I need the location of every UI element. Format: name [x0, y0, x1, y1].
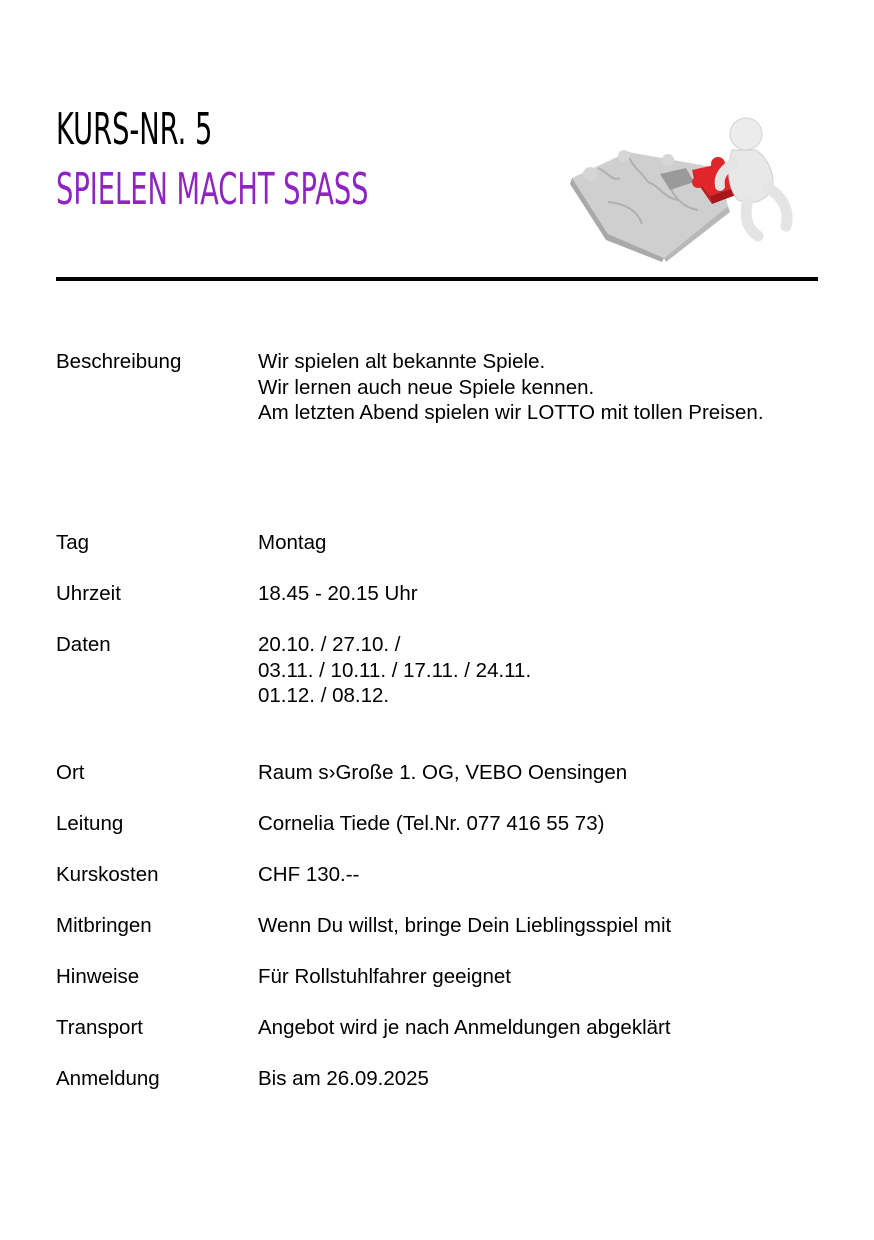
date-line: 20.10. / 27.10. /: [258, 633, 401, 656]
field-label: Kurskosten: [56, 863, 159, 886]
field-label: Ort: [56, 761, 85, 784]
field-label: Beschreibung: [56, 350, 182, 373]
field-label: Tag: [56, 531, 90, 554]
field-value: [258, 632, 531, 709]
field-label: Transport: [56, 1016, 143, 1039]
field-value: [258, 349, 764, 426]
field-label: Hinweise: [56, 965, 140, 988]
header-divider: [56, 277, 818, 281]
field-label: Uhrzeit: [56, 582, 121, 605]
description-line: Wir spielen alt bekannte Spiele.: [258, 350, 546, 373]
field-value: Für Rollstuhlfahrer geeignet: [258, 965, 511, 988]
field-label: Daten: [56, 633, 111, 656]
description-line: Wir lernen auch neue Spiele kennen.: [258, 375, 595, 399]
field-value: Wenn Du willst, bringe Dein Lieblingsspiel mit: [258, 914, 672, 937]
puzzle-figure-illustration: [568, 112, 804, 262]
field-label: Anmeldung: [56, 1067, 160, 1090]
field-label: Mitbringen: [56, 914, 152, 937]
field-value: Angebot wird je nach Anmeldungen abgeklärt: [258, 1016, 671, 1039]
field-value: Cornelia Tiede (Tel.Nr. 077 416 55 73): [258, 812, 605, 835]
course-number-heading: KURS-NR. 5: [56, 104, 213, 155]
date-line: 03.11. / 10.11. / 17.11. / 24.11.: [258, 658, 532, 682]
field-value: Raum s›Große 1. OG, VEBO Oensingen: [258, 761, 628, 784]
field-value: Montag: [258, 531, 327, 554]
field-value: 18.45 - 20.15 Uhr: [258, 582, 418, 605]
field-label: Leitung: [56, 812, 124, 835]
course-title-heading: SPIELEN MACHT SPASS: [56, 164, 369, 215]
date-line: 01.12. / 08.12.: [258, 684, 390, 707]
description-line: Am letzten Abend spielen wir LOTTO mit tollen Preisen.: [258, 401, 764, 424]
field-value: Bis am 26.09.2025: [258, 1067, 429, 1090]
field-value: CHF 130.--: [258, 863, 360, 886]
